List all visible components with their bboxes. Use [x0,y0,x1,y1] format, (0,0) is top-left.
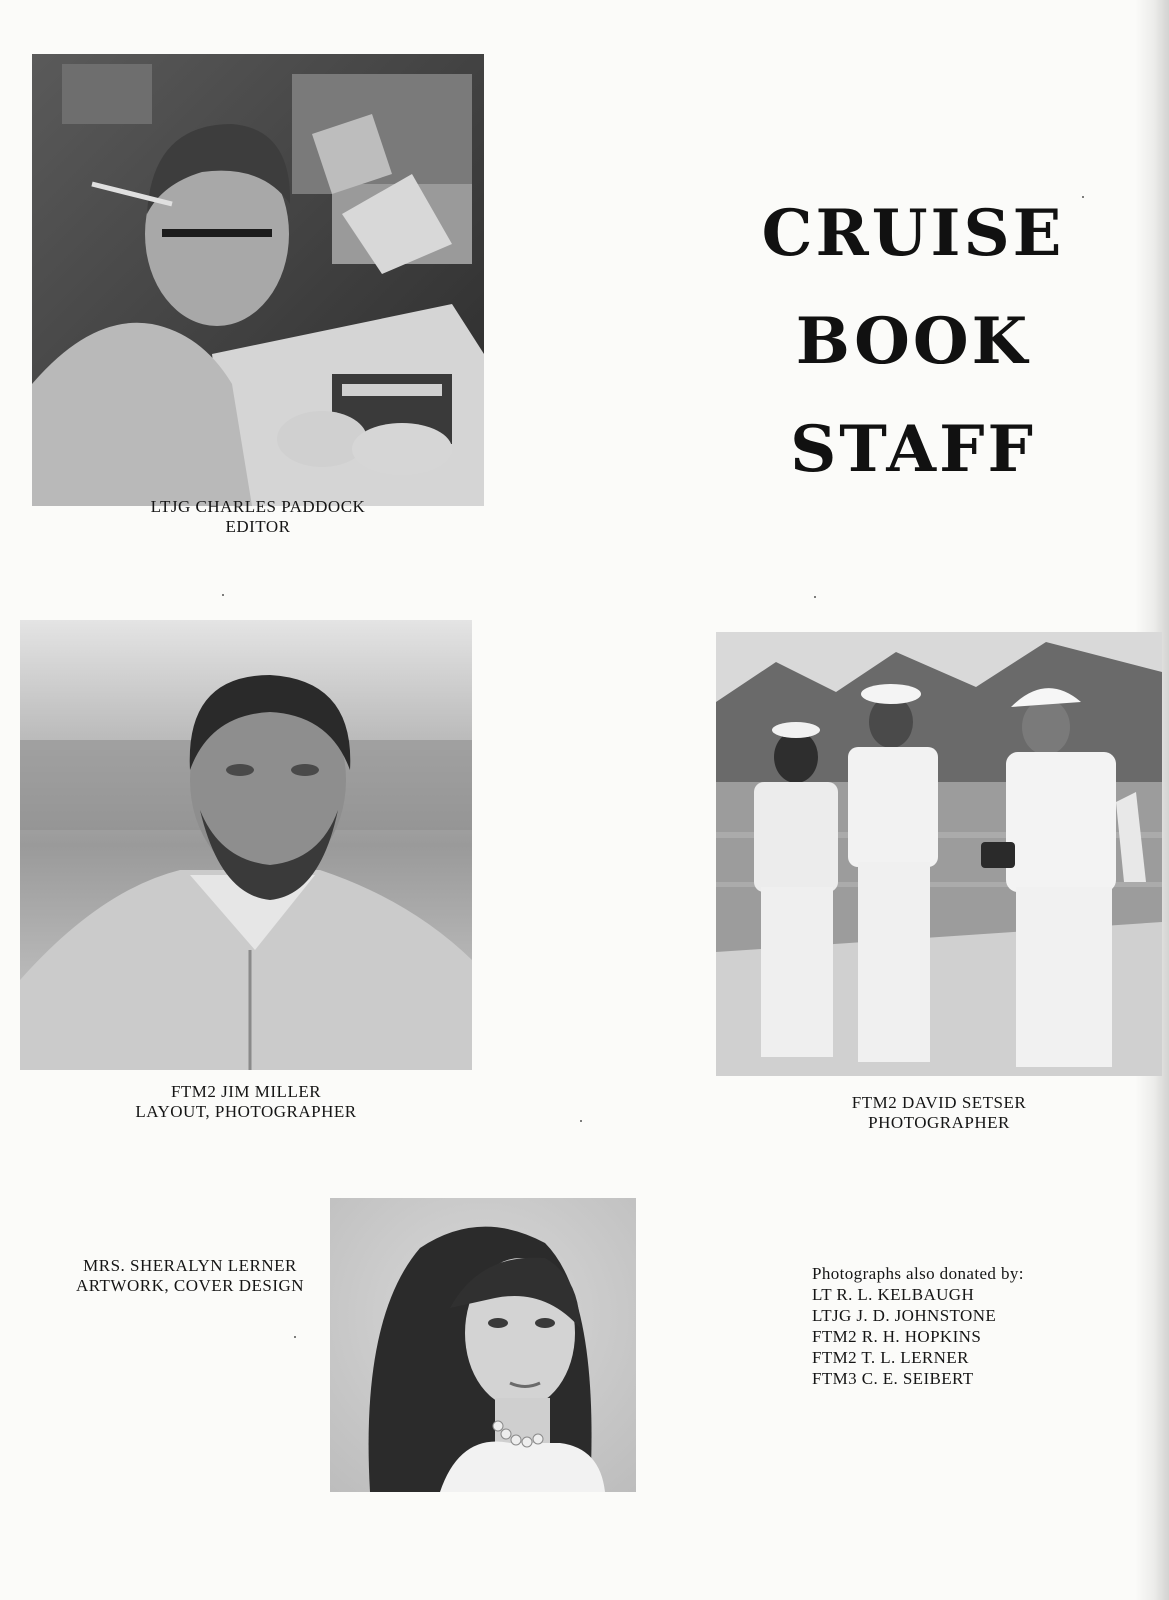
photo-photographer-sailors [716,632,1162,1076]
credit-name: LTJG J. D. JOHNSTONE [812,1306,997,1325]
staff-role: ARTWORK, COVER DESIGN [75,1276,305,1295]
scan-speck [222,594,224,596]
caption-layout-photographer [20,1082,472,1122]
credit-name: FTM3 C. E. SEIBERT [812,1369,974,1388]
caption-photographer [716,1093,1162,1133]
staff-role: LAYOUT, PHOTOGRAPHER [135,1102,357,1121]
scan-speck [580,1120,582,1122]
credit-name: FTM2 R. H. HOPKINS [812,1327,982,1346]
credit-name: FTM2 T. L. LERNER [812,1348,969,1367]
scan-speck [294,1336,296,1338]
photo-credits [812,1263,1024,1389]
scan-speck [1082,196,1084,198]
credits-heading: Photographs also donated by: [812,1264,1024,1283]
scan-speck [814,596,816,598]
title-line-2: BOOK [795,304,1031,379]
photo-layout-photographer [20,620,472,1070]
page-title [738,180,1088,504]
caption-artwork-cover-design [60,1256,320,1296]
staff-role: PHOTOGRAPHER [868,1113,1010,1132]
caption-editor [32,497,484,537]
staff-name: FTM2 DAVID SETSER [851,1093,1027,1112]
staff-name: MRS. SHERALYN LERNER [83,1256,297,1275]
photo-editor-at-typewriter [32,54,484,506]
photo-artwork-cover-design [330,1198,636,1492]
title-line-3: STAFF [790,412,1036,487]
staff-name: LTJG CHARLES PADDOCK [150,497,366,516]
staff-name: FTM2 JIM MILLER [170,1082,322,1101]
credit-name: LT R. L. KELBAUGH [812,1285,975,1304]
title-line-1: CRUISE [761,196,1065,271]
staff-role: EDITOR [225,517,291,536]
